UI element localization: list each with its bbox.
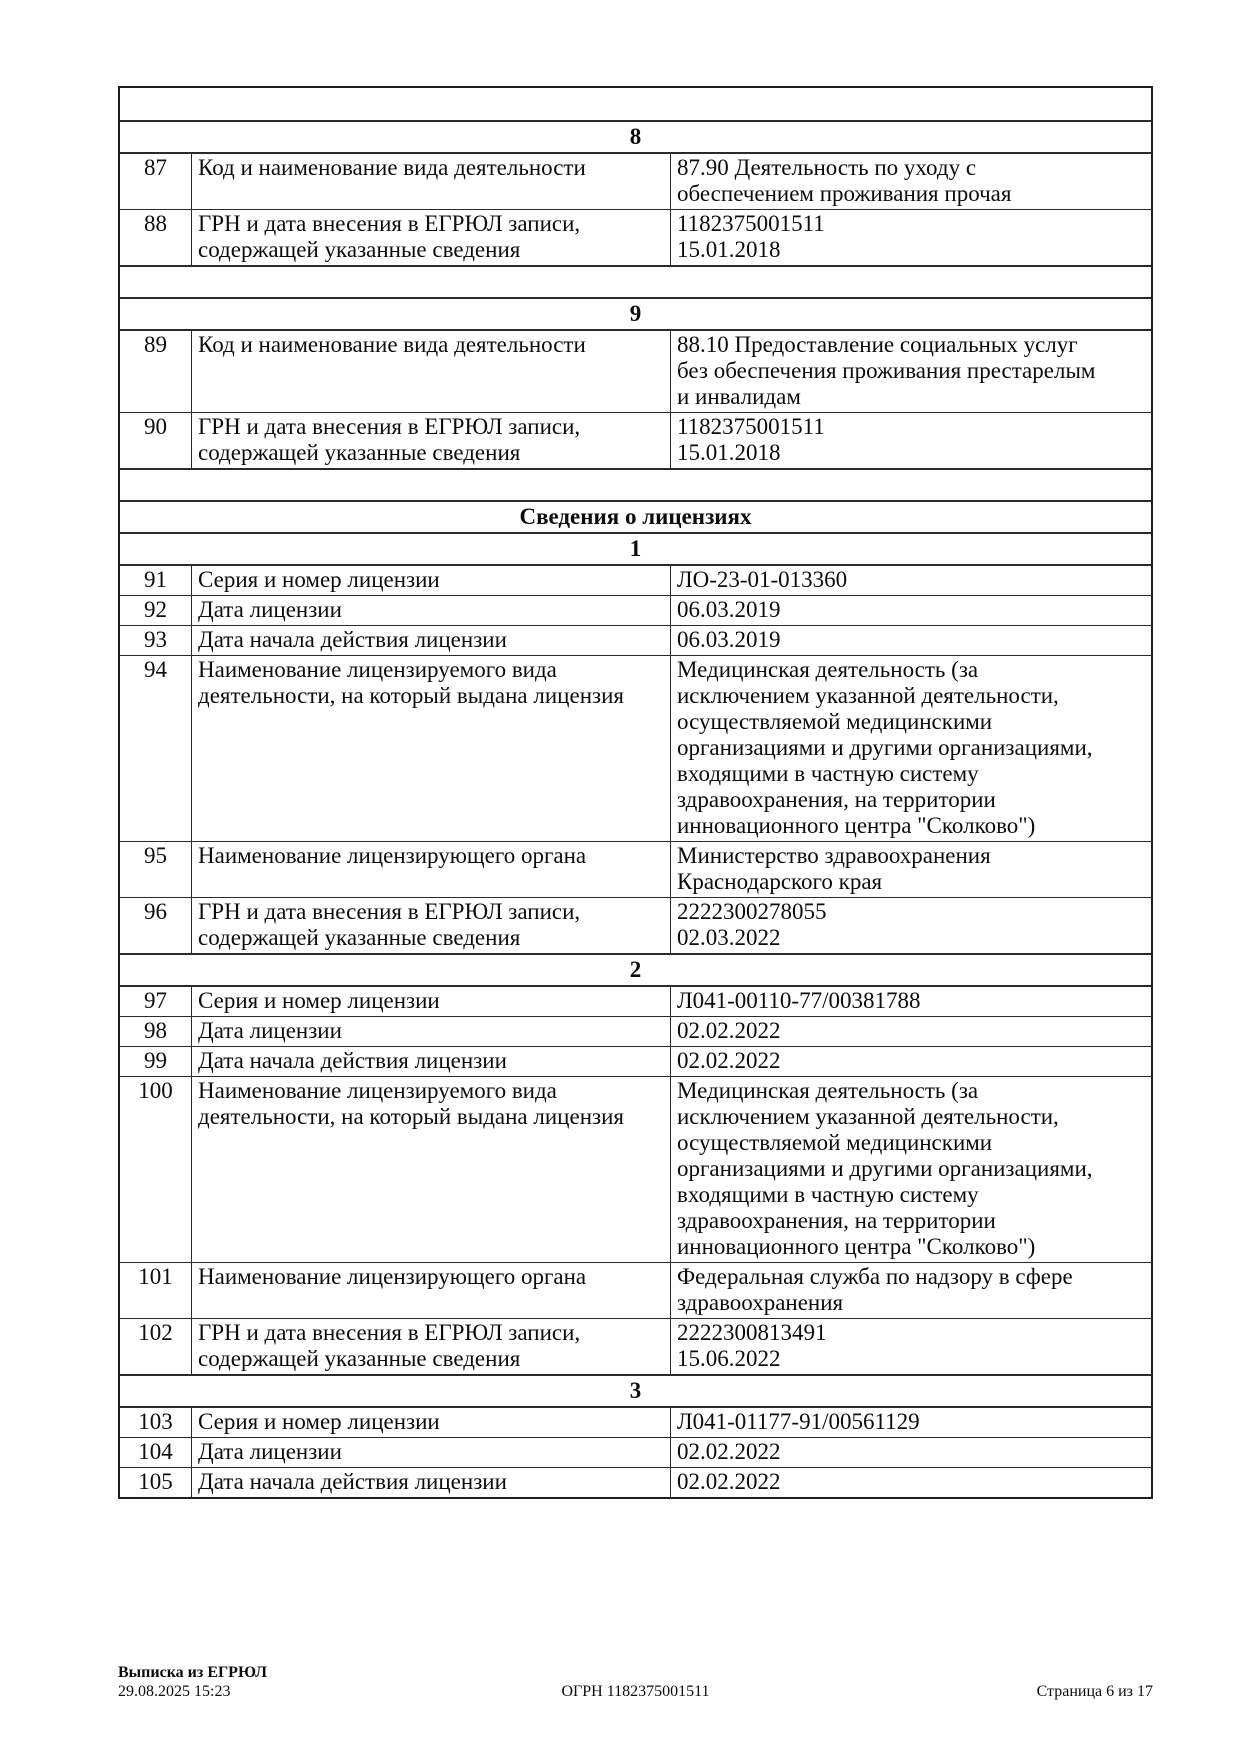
row-number: 94 [120, 656, 192, 841]
row-label [192, 1468, 671, 1497]
row-value-line: организациями и другими организациями, [677, 735, 1093, 760]
row-value-line: 02.02.2022 [677, 1439, 781, 1464]
row-value-line: без обеспечения проживания престарелым [677, 358, 1096, 383]
table-row [120, 412, 1151, 468]
spacer-row [120, 468, 1151, 500]
row-number: 102 [120, 1319, 192, 1374]
row-value-line: 02.03.2022 [677, 925, 781, 950]
row-value [671, 1263, 1151, 1318]
table-row [120, 1406, 1151, 1437]
row-value-line: и инвалидам [677, 384, 801, 409]
table-row [120, 1467, 1151, 1497]
row-value [671, 1319, 1151, 1374]
table-row [120, 655, 1151, 841]
row-value [671, 1017, 1151, 1046]
row-value-line: 88.10 Предоставление социальных услуг [677, 332, 1078, 357]
row-label [192, 413, 671, 468]
row-value-line: исключением указанной деятельности, [677, 1104, 1059, 1129]
row-value [671, 596, 1151, 625]
table-row [120, 625, 1151, 655]
row-label-line: Серия и номер лицензии [198, 988, 440, 1013]
section-header-label: 9 [629, 301, 642, 326]
row-number: 105 [120, 1468, 192, 1497]
row-number: 101 [120, 1263, 192, 1318]
row-value-line: входящими в частную систему [677, 1182, 979, 1207]
table-row [120, 1016, 1151, 1046]
row-label-line: ГРН и дата внесения в ЕГРЮЛ записи, [198, 211, 581, 236]
row-label [192, 842, 671, 897]
row-value-line: 02.02.2022 [677, 1018, 781, 1043]
row-label [192, 987, 671, 1016]
row-value [671, 1047, 1151, 1076]
table-row [120, 329, 1151, 412]
row-label-line: деятельности, на который выдана лицензия [198, 1104, 624, 1129]
row-label [192, 154, 671, 209]
row-number: 90 [120, 413, 192, 468]
row-label-line: Дата начала действия лицензии [198, 1469, 507, 1494]
row-value [671, 331, 1151, 412]
row-label-line: Код и наименование вида деятельности [198, 155, 586, 180]
row-label [192, 331, 671, 412]
row-value [671, 566, 1151, 595]
row-value [671, 1077, 1151, 1262]
row-value [671, 210, 1151, 265]
row-number: 103 [120, 1408, 192, 1437]
section-header-label: 2 [629, 957, 642, 982]
table-row [120, 595, 1151, 625]
table-row [120, 1076, 1151, 1262]
row-value-line: 06.03.2019 [677, 627, 781, 652]
table-row [120, 841, 1151, 897]
row-value-line: Л041-00110-77/00381788 [677, 988, 921, 1013]
footer-page-number: Страница 6 из 17 [1036, 1683, 1153, 1700]
row-value-line: Медицинская деятельность (за [677, 657, 979, 682]
table-row [120, 152, 1151, 209]
row-label [192, 1263, 671, 1318]
row-value [671, 413, 1151, 468]
section-header-label: 3 [629, 1378, 642, 1403]
row-label [192, 1017, 671, 1046]
row-value [671, 656, 1151, 841]
row-value [671, 626, 1151, 655]
row-value-line: 15.06.2022 [677, 1346, 781, 1371]
row-value-line: 87.90 Деятельность по уходу с [677, 155, 977, 180]
row-number: 89 [120, 331, 192, 412]
row-value-line: осуществляемой медицинскими [677, 1130, 993, 1155]
row-number: 93 [120, 626, 192, 655]
row-label-line: содержащей указанные сведения [198, 237, 521, 262]
row-label [192, 1319, 671, 1374]
row-number: 96 [120, 898, 192, 953]
row-number: 99 [120, 1047, 192, 1076]
row-value [671, 1438, 1151, 1467]
row-number: 92 [120, 596, 192, 625]
row-value-line: Министерство здравоохранения [677, 843, 991, 868]
row-label-line: Дата начала действия лицензии [198, 627, 507, 652]
row-label-line: содержащей указанные сведения [198, 1346, 521, 1371]
row-label [192, 1408, 671, 1437]
row-value [671, 154, 1151, 209]
row-label [192, 566, 671, 595]
row-number: 91 [120, 566, 192, 595]
section-header-row [120, 953, 1151, 985]
section-header-row [120, 120, 1151, 152]
table-row [120, 985, 1151, 1016]
row-label-line: деятельности, на который выдана лицензия [198, 683, 624, 708]
row-value-line: 2222300278055 [677, 899, 827, 924]
row-value-line: 02.02.2022 [677, 1469, 781, 1494]
row-value [671, 1468, 1151, 1497]
row-value-line: 06.03.2019 [677, 597, 781, 622]
row-value-line: здравоохранения, на территории [677, 1208, 996, 1233]
row-label-line: Наименование лицензирующего органа [198, 843, 587, 868]
row-number: 104 [120, 1438, 192, 1467]
row-value-line: 1182375001511 [677, 414, 825, 439]
row-label-line: Дата лицензии [198, 597, 342, 622]
section-header-row [120, 297, 1151, 329]
page-footer [118, 1663, 1153, 1701]
row-value-line: ЛО-23-01-013360 [677, 567, 848, 592]
row-number: 100 [120, 1077, 192, 1262]
row-value-line: инновационного центра "Сколково") [677, 1234, 1036, 1259]
footer-datetime: 29.08.2025 15:23 [118, 1683, 231, 1700]
row-label-line: Дата лицензии [198, 1018, 342, 1043]
row-value-line: осуществляемой медицинскими [677, 709, 993, 734]
row-value [671, 898, 1151, 953]
row-value-line: Краснодарского края [677, 869, 883, 894]
row-label-line: Дата начала действия лицензии [198, 1048, 507, 1073]
row-label [192, 626, 671, 655]
row-value-line: здравоохранения [677, 1290, 844, 1315]
row-value-line: обеспечением проживания прочая [677, 181, 1012, 206]
section-header-row [120, 500, 1151, 532]
row-value-line: Л041-01177-91/00561129 [677, 1409, 920, 1434]
row-label-line: Наименование лицензируемого вида [198, 1078, 557, 1103]
row-label [192, 1438, 671, 1467]
row-label-line: Серия и номер лицензии [198, 567, 440, 592]
row-value-line: организациями и другими организациями, [677, 1156, 1093, 1181]
row-value-line: 15.01.2018 [677, 237, 781, 262]
row-label [192, 1077, 671, 1262]
row-number: 87 [120, 154, 192, 209]
table-row [120, 1318, 1151, 1374]
row-label-line: Наименование лицензирующего органа [198, 1264, 587, 1289]
table-row [120, 1046, 1151, 1076]
row-label-line: Код и наименование вида деятельности [198, 332, 586, 357]
row-value-line: исключением указанной деятельности, [677, 683, 1059, 708]
row-value-line: инновационного центра "Сколково") [677, 813, 1036, 838]
row-label [192, 656, 671, 841]
row-label-line: Дата лицензии [198, 1439, 342, 1464]
row-label-line: содержащей указанные сведения [198, 925, 521, 950]
row-number: 97 [120, 987, 192, 1016]
row-value-line: здравоохранения, на территории [677, 787, 996, 812]
row-label-line: ГРН и дата внесения в ЕГРЮЛ записи, [198, 414, 581, 439]
row-value [671, 1408, 1151, 1437]
table-row [120, 897, 1151, 953]
row-value-line: 15.01.2018 [677, 440, 781, 465]
section-header-label: Сведения о лицензиях [519, 504, 752, 529]
row-label [192, 210, 671, 265]
row-value [671, 842, 1151, 897]
row-label-line: Наименование лицензируемого вида [198, 657, 557, 682]
row-label-line: содержащей указанные сведения [198, 440, 521, 465]
row-number: 95 [120, 842, 192, 897]
footer-doc-title: Выписка из ЕГРЮЛ [118, 1664, 268, 1681]
row-value-line: 1182375001511 [677, 211, 825, 236]
spacer-row [120, 265, 1151, 297]
section-header-row [120, 532, 1151, 564]
table-row [120, 1262, 1151, 1318]
row-value-line: 2222300813491 [677, 1320, 827, 1345]
row-number: 98 [120, 1017, 192, 1046]
row-label [192, 1047, 671, 1076]
spacer-row [120, 88, 1151, 120]
table-row [120, 209, 1151, 265]
section-header-label: 8 [629, 124, 642, 149]
table-row [120, 1437, 1151, 1467]
row-value-line: входящими в частную систему [677, 761, 979, 786]
row-value-line: 02.02.2022 [677, 1048, 781, 1073]
row-number: 88 [120, 210, 192, 265]
row-label-line: ГРН и дата внесения в ЕГРЮЛ записи, [198, 899, 581, 924]
row-label [192, 596, 671, 625]
section-header-label: 1 [629, 536, 642, 561]
row-label [192, 898, 671, 953]
row-value-line: Медицинская деятельность (за [677, 1078, 979, 1103]
row-value [671, 987, 1151, 1016]
egrul-table [118, 86, 1153, 1499]
table-row [120, 564, 1151, 595]
row-label-line: Серия и номер лицензии [198, 1409, 440, 1434]
row-value-line: Федеральная служба по надзору в сфере [677, 1264, 1073, 1289]
footer-ogrn: ОГРН 1182375001511 [561, 1683, 710, 1700]
section-header-row [120, 1374, 1151, 1406]
row-label-line: ГРН и дата внесения в ЕГРЮЛ записи, [198, 1320, 581, 1345]
